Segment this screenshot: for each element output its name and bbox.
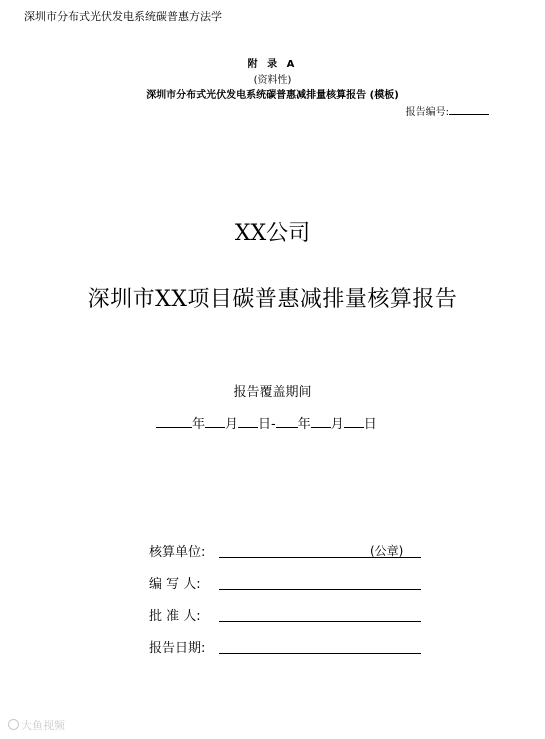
- end-month-unit: 月: [330, 417, 344, 432]
- author-label: 编 写 人:: [149, 577, 201, 592]
- appendix-title: 附 录 A: [247, 59, 298, 70]
- end-month-blank[interactable]: [311, 414, 331, 428]
- start-day-blank[interactable]: [238, 414, 258, 428]
- approver-label: 批 准 人:: [149, 609, 201, 624]
- appendix-nature: (资料性): [253, 75, 292, 86]
- start-year-unit: 年: [192, 417, 206, 432]
- report-date-label: 报告日期:: [149, 641, 206, 656]
- report-number: [406, 103, 489, 118]
- watermark-text: 大鱼视频: [21, 719, 65, 732]
- date-dash: -: [271, 417, 276, 432]
- company-name: XX公司: [234, 221, 311, 246]
- start-month-unit: 月: [225, 417, 239, 432]
- period-label: 报告覆盖期间: [233, 385, 312, 400]
- watermark: [8, 717, 65, 733]
- end-year-blank[interactable]: [276, 414, 298, 428]
- start-day-unit: 日: [258, 417, 272, 432]
- report-date-line[interactable]: [219, 653, 421, 654]
- period-date-line: [156, 413, 377, 432]
- running-header: 深圳市分布式光伏发电系统碳普惠方法学: [24, 10, 222, 23]
- accounting-unit-label: 核算单位:: [149, 545, 206, 560]
- report-title: 深圳市XX项目碳普惠减排量核算报告: [87, 287, 458, 312]
- seal-text: (公章): [370, 544, 404, 558]
- start-year-blank[interactable]: [156, 414, 192, 428]
- approver-line[interactable]: [219, 621, 421, 622]
- watermark-logo-icon: [8, 719, 19, 730]
- start-month-blank[interactable]: [205, 414, 225, 428]
- template-title: 深圳市分布式光伏发电系统碳普惠减排量核算报告 (模板): [146, 90, 399, 101]
- report-number-label: 报告编号:: [405, 107, 449, 118]
- end-day-blank[interactable]: [344, 414, 364, 428]
- end-day-unit: 日: [363, 417, 377, 432]
- author-line[interactable]: [219, 589, 421, 590]
- report-number-blank[interactable]: [449, 104, 489, 115]
- end-year-unit: 年: [297, 417, 311, 432]
